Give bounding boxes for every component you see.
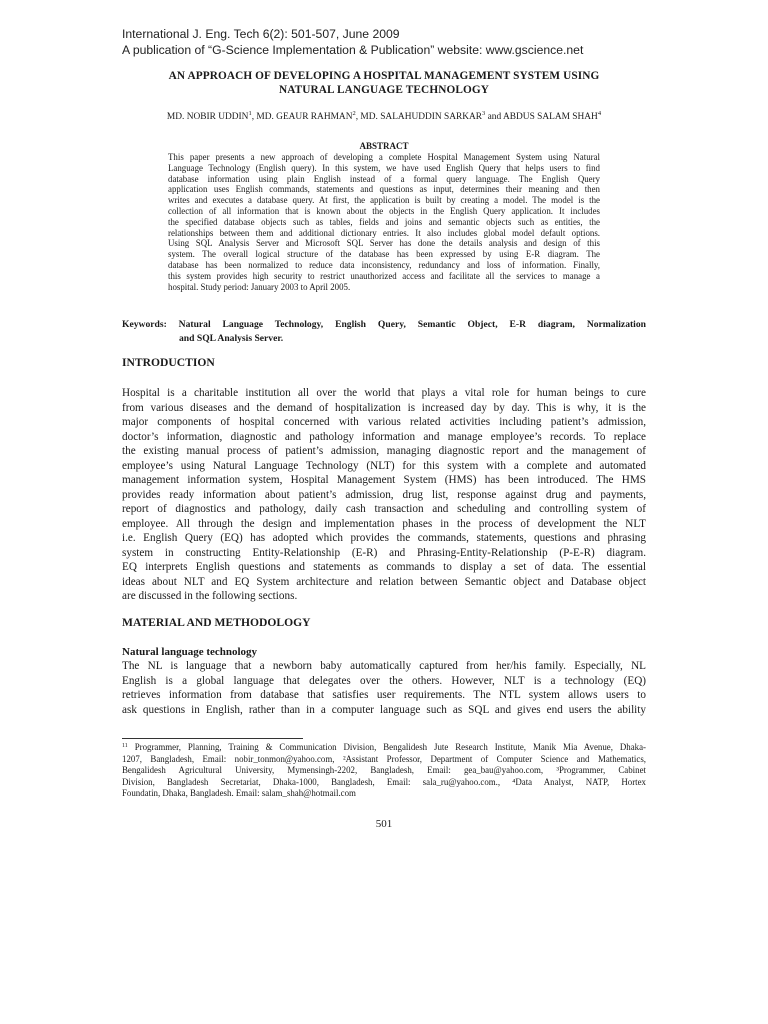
footnote-mark: 11	[122, 743, 128, 749]
abstract-line: hospital. Study period: January 2003 to April 2005.	[168, 281, 351, 292]
title-line: AN APPROACH OF DEVELOPING A HOSPITAL MANAGEMENT SYSTEM USING	[168, 70, 600, 82]
abstract-line: writes and executes a database query. At first, the application is built by creating a model. The model is the	[168, 195, 600, 206]
abstract-line: Language Technology (English query). In this system, we have used English Query that helps users to find	[168, 162, 600, 173]
abstract-line: the specified database objects such as tables, fields and joins and semantic objects such as entities, the	[168, 216, 600, 227]
keywords-text: and SQL Analysis Server.	[179, 332, 284, 344]
publisher-line: A publication of “G-Science Implementation & Publication” website: www.gscience.net	[122, 43, 584, 57]
keywords-block	[122, 318, 646, 345]
paragraph-line: employee. All through the design and implementation phases in the process of development the NLT	[122, 517, 646, 530]
footnotes	[122, 742, 646, 800]
paragraph-line: provides ready information about patient’s admission, drug list, response against drug and payments,	[122, 488, 646, 501]
paragraph-line: doctor’s information, diagnostic and pathology information and manage employee’s records. To replace	[122, 430, 646, 443]
author-name: MD. NOBIR UDDIN	[166, 112, 249, 122]
author-separator: ,	[355, 112, 361, 122]
author-separator: ,	[251, 112, 257, 122]
journal-citation: International J. Eng. Tech 6(2): 501-507, June 2009	[122, 27, 400, 41]
paragraph-line: The NL is language that a newborn baby automatically captured from her/his family. Especially, NL	[122, 660, 646, 672]
paragraph-line: are discussed in the following sections.	[122, 590, 298, 602]
abstract-line: database information using plain English instead of a formal query language. The English Query	[168, 173, 600, 184]
keywords-label: Keywords:	[122, 319, 167, 330]
paragraph-line: i.e. English Query (EQ) has adopted which provides the commands, statements, questions and phrasing	[122, 532, 646, 544]
author-name: MD. GEAUR RAHMAN	[256, 112, 353, 122]
abstract-line: system. The overall logical structure of the database has been expressed by using E-R diagram. The	[168, 249, 600, 260]
footnote-text: Foundatin, Dhaka, Bangladesh. Email: salam_shah@hotmail.com	[122, 788, 356, 798]
paragraph-line: from various diseases and the demand of hospitalization is increased day by day. This is why, it is the	[122, 401, 646, 414]
paragraph-line: retrieves information from database that satisfies user requirements. The NTL system allows users to	[122, 689, 646, 701]
paragraph-line: system in constructing Entity-Relationship (E-R) and Phrasing-Entity-Relationship (P-E-R) diagram.	[122, 546, 646, 559]
footnote-text: Division, Bangladesh Secretariat, Dhaka-1000, Bangladesh, Email: sala_ru@yahoo.com., ⁴Data Analyst, NATP, Hortex	[122, 776, 646, 787]
abstract-line: collection of all information that is known about the objects in the English Query application. It includes	[168, 205, 600, 216]
author-separator: and	[485, 112, 504, 122]
abstract-body	[168, 152, 600, 292]
paragraph-line: EQ interprets English questions and statements as commands to display a set of data. The essential	[122, 561, 646, 573]
author-mark: 4	[597, 110, 602, 117]
author-mark: 1	[248, 110, 252, 117]
paper-title	[110, 69, 658, 97]
author-mark: 3	[482, 110, 486, 117]
paragraph-line: report of diagnostics and pathology, daily cash transaction and scheduling and controlling system of	[122, 503, 646, 515]
paragraph-line: English is a global language that delegates over the others. However, NLT is a technology (EQ)	[122, 674, 646, 687]
paragraph-line: management information system, Hospital Management System (HMS) has been introduced. The HMS	[122, 474, 646, 486]
abstract-line: relationships between them and additional dictionary entries. It also includes global model default options.	[168, 227, 600, 238]
footnote-text: Bengalidesh Agricultural University, Mymensingh-2202, Bangladesh, Email: gea_bau@yahoo.com, ³Programmer, Cabinet	[122, 765, 646, 775]
title-line: NATURAL LANGUAGE TECHNOLOGY	[278, 84, 490, 96]
journal-header	[122, 26, 682, 58]
footnote-text: Programmer, Planning, Training & Communication Division, Bengalidesh Jute Research Institute, Manik Mia Avenue, Dhaka-	[127, 742, 646, 752]
abstract-line: database has been normalized to reduce data inconsistency, redundancy and loss of information. Finally,	[168, 259, 600, 270]
methodology-paragraph	[122, 659, 646, 717]
paragraph-line: Hospital is a charitable institution all over the world that plays a vital role for human beings to cure	[122, 387, 646, 399]
paragraph-line: employee’s using Natural Language Technology (NLT) for this system with a complete and automated	[122, 459, 646, 472]
footnote-text: 1207, Bangladesh, Email: nobir_tonmon@yahoo.com, ²Assistant Professor, Department of Computer Science and Mathematics,	[122, 753, 646, 764]
subsection-heading: Natural language technology	[122, 646, 258, 658]
abstract-line: application uses English commands, statements and questions as input, determines their meaning and then	[168, 184, 600, 195]
section-heading-methodology: MATERIAL AND METHODOLOGY	[122, 616, 311, 629]
abstract-heading: ABSTRACT	[359, 141, 409, 151]
section-heading-introduction: INTRODUCTION	[122, 356, 215, 369]
author-name: MD. SALAHUDDIN SARKAR	[360, 112, 483, 122]
abstract-line: this system provides high security to restrict unauthorized access and facilitate all the services to manage a	[168, 270, 600, 281]
footnote-divider	[122, 738, 303, 739]
keywords-text: Natural Language Technology, English Query, Semantic Object, E-R diagram, Normalization	[178, 319, 646, 330]
page-number: 501	[375, 818, 393, 830]
author-mark: 2	[352, 110, 356, 117]
paragraph-line: major components of hospital concerned with various related activities including patient’s admission,	[122, 416, 646, 428]
paragraph-line: the existing manual process of patient’s admission, managing diagnostic report and the management of	[122, 445, 646, 457]
paragraph-line: ideas about NLT and EQ System architecture and relation between Semantic object and Database object	[122, 575, 646, 588]
abstract-line: This paper presents a new approach of developing a complete Hospital Management System using Natural	[168, 152, 600, 162]
author-list	[110, 111, 658, 123]
author-name: ABDUS SALAM SHAH	[503, 112, 598, 122]
abstract-line: Using SQL Analysis Server and Microsoft SQL Server has done the details analysis and design of this	[168, 238, 600, 249]
paragraph-line: ask questions in English, rather than in a computer language such as SQL and gives end users the ability	[122, 703, 646, 716]
introduction-paragraph	[122, 386, 646, 604]
